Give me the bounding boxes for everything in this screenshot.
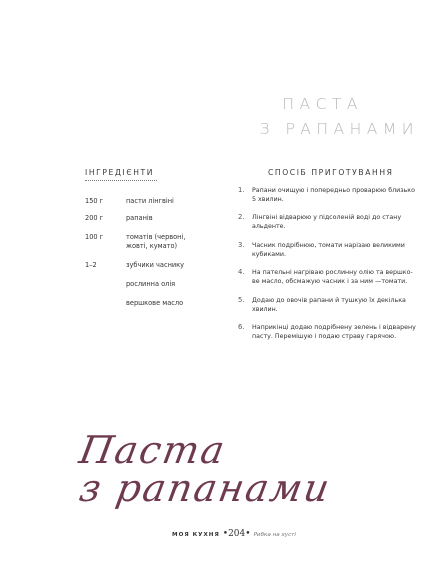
page-number: •204• [222,529,251,539]
step-text: Наприкінці додаю подрібнену зелень і відварену пасту. Перемішую і подаю страву гарячою. [252,324,416,341]
step-text: Часник подрібнюю, томати нарізаю великими кубиками. [252,242,405,259]
step-number: 1. [238,186,245,194]
ingredient-name: вершкове масло [126,299,184,307]
ingredients-divider [85,180,157,181]
step-number: 4. [238,268,245,276]
step-text: Лінгвіні відварюю у підсоленій воді до стану альденте. [252,214,402,231]
step-number: 5. [238,296,245,304]
ingredient-name: томатів (червоні, жовті, кумато) [126,233,186,250]
step-text: Додаю до овочів рапани й тушкую їх декілька хвилин. [252,297,406,314]
ingredients-heading: ІНГРЕДІЄНТИ [85,168,155,177]
ingredient-qty: 200 г [85,214,104,222]
recipe-title-line1: ПАСТА [282,95,363,113]
ingredient-qty: 100 г [85,233,104,241]
magazine-name: МОЯ КУХНЯ [172,532,220,538]
ingredient-name: зубчики часнику [126,261,185,269]
step-number: 2. [238,213,245,221]
page-footer [172,529,296,539]
step-number: 6. [238,323,245,331]
script-title-line2: з рапанами [76,466,335,510]
step-text: На пательні нагріваю рослинну олію та вершкове масло, обсмажую часник і за ним —томати. [252,269,413,286]
steps-heading: СПОСІБ ПРИГОТУВАННЯ [268,168,394,177]
ingredient-qty: 1–2 [85,261,97,269]
ingredient-qty: 150 г [85,197,104,205]
step-text: Рапани очищую і попередньо проварюю близько 5 хвилин. [252,187,415,204]
recipe-title-line2: З РАПАНАМИ [259,120,419,138]
script-title-line1: Паста [76,428,230,472]
step-number: 3. [238,241,245,249]
section-name: Рибка на хусті [253,532,296,538]
ingredient-name: пасти лінгвіні [126,197,174,205]
ingredient-name: рапанів [126,214,153,222]
ingredient-name: рослинна олія [126,280,176,288]
